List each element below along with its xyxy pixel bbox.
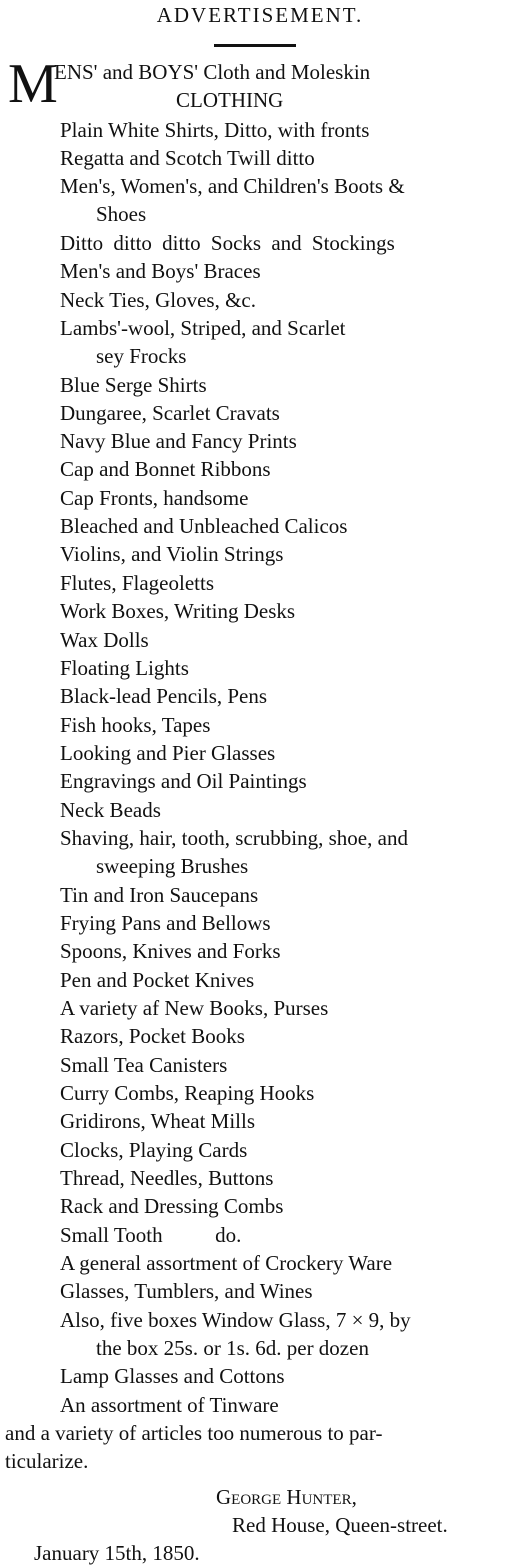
heading-line-2: CLOTHING [176, 88, 284, 112]
list-item-continuation: sweeping Brushes [96, 854, 249, 878]
list-item: Plain White Shirts, Ditto, with fronts [60, 118, 370, 142]
list-item: Dungaree, Scarlet Cravats [60, 401, 280, 425]
list-item: Small Tooth do. [60, 1223, 242, 1247]
list-item: Clocks, Playing Cards [60, 1138, 248, 1162]
list-item: Violins, and Violin Strings [60, 542, 284, 566]
list-item: Shaving, hair, tooth, scrubbing, shoe, and [60, 826, 408, 850]
list-item: Regatta and Scotch Twill ditto [60, 146, 315, 170]
advertisement-date: January 15th, 1850. [34, 1541, 200, 1565]
signature-address: Red House, Queen-street. [232, 1513, 448, 1537]
list-item: Blue Serge Shirts [60, 373, 207, 397]
list-item: Bleached and Unbleached Calicos [60, 514, 348, 538]
list-item: Also, five boxes Window Glass, 7 × 9, by [60, 1308, 411, 1332]
list-item: Wax Dolls [60, 628, 149, 652]
list-item: Curry Combs, Reaping Hooks [60, 1081, 315, 1105]
drop-cap: M [8, 53, 58, 115]
list-item: An assortment of Tinware [60, 1393, 279, 1417]
list-item: Rack and Dressing Combs [60, 1194, 284, 1218]
list-item: Work Boxes, Writing Desks [60, 599, 296, 623]
heading-line-1: ENS' and BOYS' Cloth and Moleskin [54, 60, 371, 84]
list-item: Black-lead Pencils, Pens [60, 684, 268, 708]
list-item: Cap Fronts, handsome [60, 486, 249, 510]
list-item: Pen and Pocket Knives [60, 968, 255, 992]
list-item: Spoons, Knives and Forks [60, 939, 281, 963]
list-item: Looking and Pier Glasses [60, 741, 276, 765]
list-item: Lambs'-wool, Striped, and Scarlet [60, 316, 346, 340]
list-item: Ditto ditto ditto Socks and Stockings [60, 231, 395, 255]
closing-line-1: and a variety of articles too numerous to par- [5, 1421, 383, 1445]
list-item: Frying Pans and Bellows [60, 911, 271, 935]
list-item: Tin and Iron Saucepans [60, 883, 259, 907]
signature-name: George Hunter, [216, 1485, 357, 1509]
list-item: Flutes, Flageoletts [60, 571, 214, 595]
list-item: Small Tea Canisters [60, 1053, 228, 1077]
list-item: Men's and Boys' Braces [60, 259, 261, 283]
list-item: Razors, Pocket Books [60, 1024, 245, 1048]
list-item: Navy Blue and Fancy Prints [60, 429, 297, 453]
list-item-continuation: Shoes [96, 202, 147, 226]
list-item: Glasses, Tumblers, and Wines [60, 1279, 313, 1303]
list-item: Fish hooks, Tapes [60, 713, 211, 737]
list-item: Neck Ties, Gloves, &c. [60, 288, 256, 312]
list-item: Floating Lights [60, 656, 189, 680]
list-item-continuation: the box 25s. or 1s. 6d. per dozen [96, 1336, 369, 1360]
list-item: Cap and Bonnet Ribbons [60, 457, 271, 481]
closing-line-2: ticularize. [5, 1449, 89, 1473]
list-item: Men's, Women's, and Children's Boots & [60, 174, 405, 198]
title-rule [214, 44, 296, 47]
list-item: Engravings and Oil Paintings [60, 769, 307, 793]
list-item-continuation: sey Frocks [96, 344, 187, 368]
list-item: Lamp Glasses and Cottons [60, 1364, 285, 1388]
list-item: A variety af New Books, Purses [60, 996, 329, 1020]
list-item: Thread, Needles, Buttons [60, 1166, 274, 1190]
advertisement-title: ADVERTISEMENT. [156, 3, 364, 27]
list-item: A general assortment of Crockery Ware [60, 1251, 393, 1275]
list-item: Neck Beads [60, 798, 161, 822]
list-item: Gridirons, Wheat Mills [60, 1109, 256, 1133]
